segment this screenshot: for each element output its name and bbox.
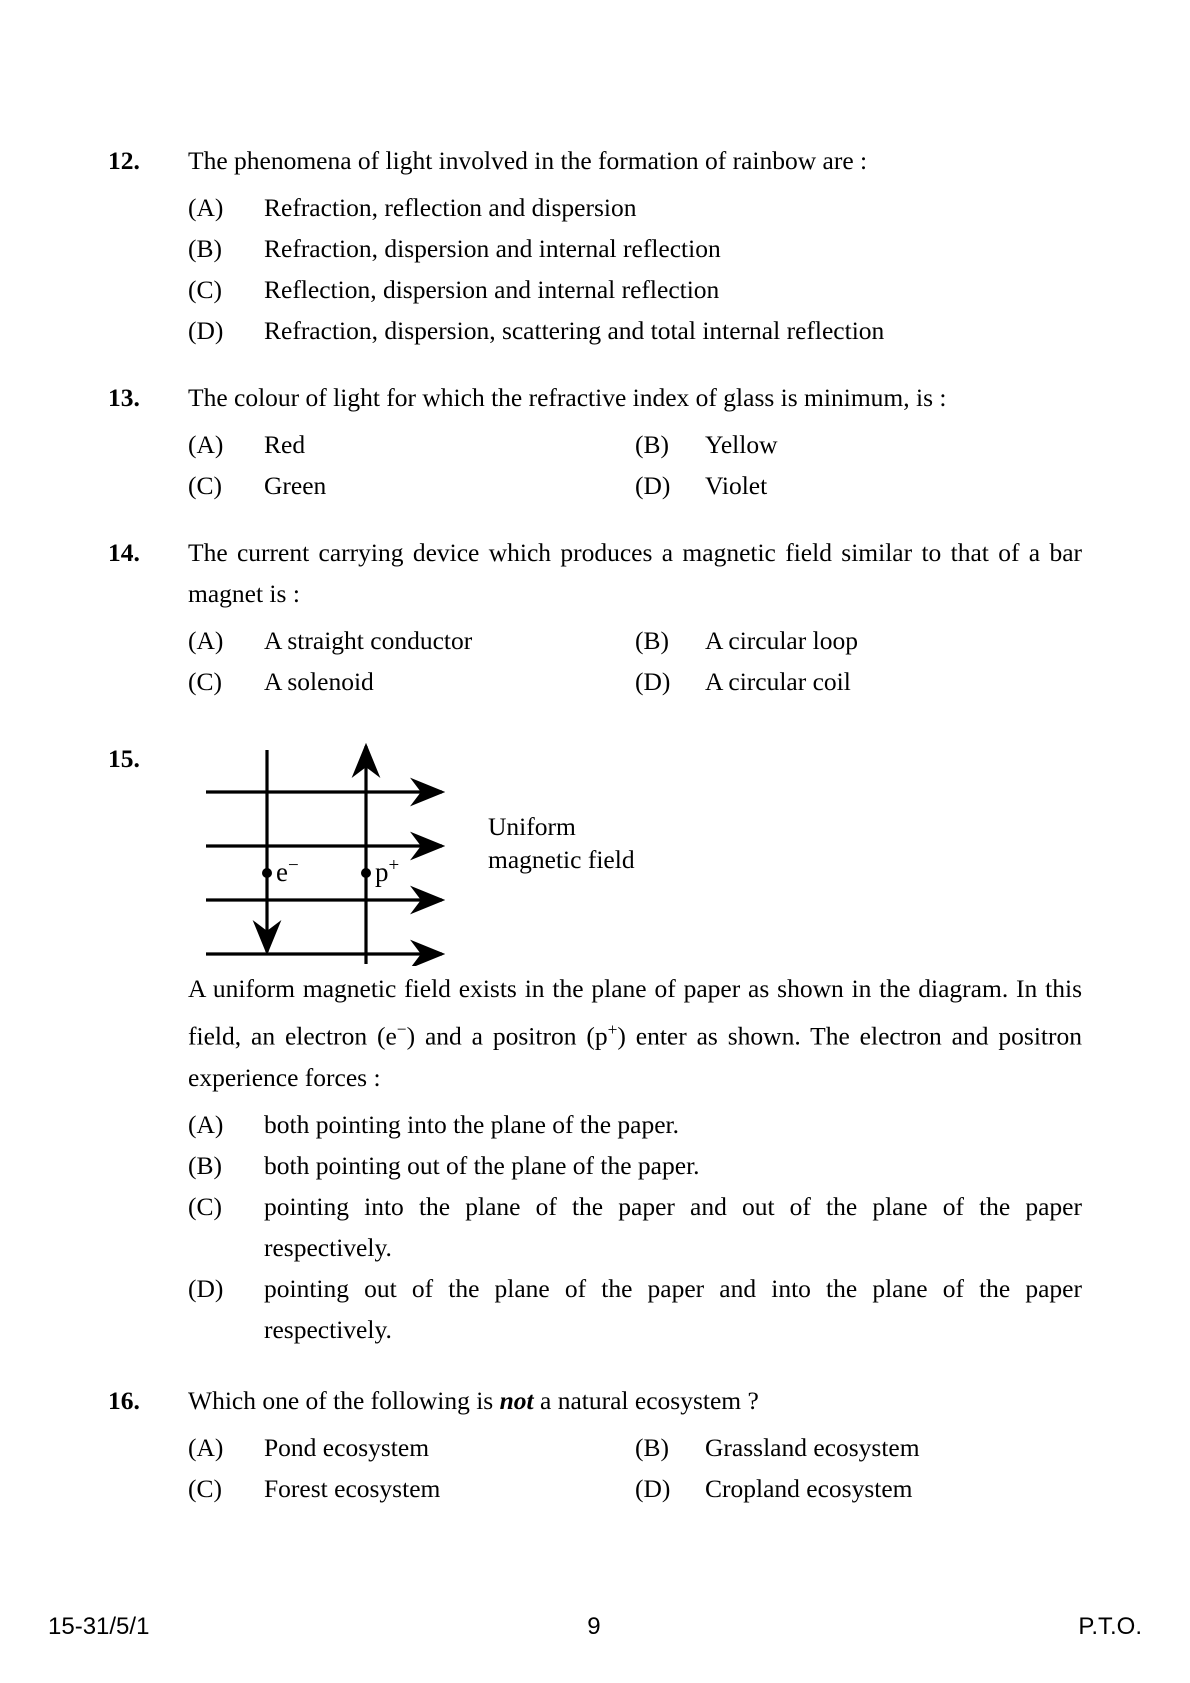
option-label: Forest ecosystem (264, 1473, 441, 1503)
option-tag: (A) (188, 430, 224, 459)
option-tag: (C) (188, 275, 222, 304)
option-c[interactable] (188, 661, 635, 702)
option-tag: (B) (635, 1432, 669, 1462)
option-tag: (D) (188, 316, 224, 345)
option-label: Red (264, 430, 306, 459)
option-row (188, 1268, 1082, 1350)
paragraph-part-2: ) and a positron (p (406, 1021, 608, 1051)
paragraph-part-3: ) enter as shown. The electron and positron experience forces : (188, 1021, 1082, 1092)
option-row (188, 1186, 1082, 1268)
option-label: A circular loop (705, 626, 858, 655)
option-b[interactable] (635, 620, 1082, 661)
option-b[interactable] (635, 424, 1082, 465)
option-label: both pointing out of the plane of the paper. (264, 1150, 700, 1180)
option-a[interactable] (188, 187, 1082, 228)
question-12 (108, 140, 1082, 351)
page-number: 9 (587, 1613, 601, 1640)
option-label: both pointing into the plane of the paper. (264, 1109, 679, 1139)
option-tag: (D) (635, 667, 671, 696)
option-tag: (D) (635, 471, 671, 500)
option-tag: (A) (188, 1432, 224, 1462)
question-stem: The phenomena of light involved in the formation of rainbow are : (188, 146, 868, 175)
question-13 (108, 377, 1082, 506)
electron-charge-sign: − (287, 855, 299, 876)
option-label: pointing out of the plane of the paper and into the plane of the paper respectively. (264, 1273, 1082, 1344)
option-tag: (C) (188, 1473, 222, 1503)
option-b[interactable] (635, 1427, 1082, 1468)
question-number: 13. (108, 383, 140, 412)
turn-over-note: P.T.O. (1078, 1613, 1142, 1640)
option-tag: (B) (188, 1150, 222, 1180)
positron-charge-sup: + (607, 1020, 618, 1039)
options-list (188, 1427, 1082, 1509)
option-label: A straight conductor (264, 626, 473, 655)
options-list (188, 620, 1082, 702)
option-label: A solenoid (264, 667, 374, 696)
option-label: Refraction, reflection and dispersion (264, 193, 637, 222)
option-row (188, 228, 1082, 269)
question-stem: The colour of light for which the refractive index of glass is minimum, is : (188, 383, 947, 412)
option-tag: (A) (188, 193, 224, 222)
figure-caption-line-2: magnetic field (488, 845, 635, 874)
uniform-magnetic-field-diagram (198, 736, 498, 966)
option-label: Refraction, dispersion, scattering and total internal reflection (264, 316, 885, 345)
option-row (188, 1427, 1082, 1468)
option-d[interactable] (188, 310, 1082, 351)
option-row (188, 465, 1082, 506)
option-row (188, 424, 1082, 465)
question-stem: The current carrying device which produces a magnetic field similar to that of a bar magnet is : (188, 538, 1082, 608)
option-d[interactable] (635, 1468, 1082, 1509)
option-tag: (D) (635, 1473, 671, 1503)
option-row (188, 1468, 1082, 1509)
option-a[interactable] (188, 1104, 1082, 1145)
option-label: Cropland ecosystem (705, 1473, 913, 1503)
option-a[interactable] (188, 424, 635, 465)
option-label: A circular coil (705, 667, 851, 696)
option-label: Grassland ecosystem (705, 1432, 920, 1462)
option-tag: (C) (188, 667, 222, 696)
figure-caption-line-1: Uniform (488, 812, 576, 841)
stem-part-after: a natural ecosystem ? (533, 1385, 759, 1415)
positron-charge-sign: + (388, 855, 400, 876)
positron-dot (361, 868, 371, 878)
question-number: 14. (108, 538, 140, 567)
option-row (188, 1145, 1082, 1186)
stem-part-before: Which one of the following is (188, 1385, 500, 1415)
stem-emphasis-not: not (499, 1385, 534, 1415)
option-row (188, 620, 1082, 661)
option-label: Green (264, 471, 327, 500)
option-row (188, 310, 1082, 351)
option-label: Reflection, dispersion and internal reflection (264, 275, 720, 304)
option-tag: (C) (188, 471, 222, 500)
option-tag: (A) (188, 1109, 224, 1139)
option-c[interactable] (188, 269, 1082, 310)
option-d[interactable] (635, 465, 1082, 506)
option-b[interactable] (188, 228, 1082, 269)
options-list (188, 1104, 1082, 1350)
electron-charge-sup: − (396, 1020, 407, 1039)
options-list (188, 424, 1082, 506)
option-tag: (A) (188, 626, 224, 655)
field-line-group (206, 792, 442, 954)
option-tag: (B) (635, 626, 669, 655)
option-row (188, 187, 1082, 228)
option-tag: (B) (635, 430, 669, 459)
options-list (188, 187, 1082, 351)
option-row (188, 269, 1082, 310)
page-footer (48, 1613, 1142, 1641)
paragraph-part-1: A uniform magnetic field exists in the plane of paper as shown in the diagram. In this field, an electron (e (188, 974, 1082, 1051)
paper-code: 15-31/5/1 (48, 1613, 150, 1640)
option-row (188, 1104, 1082, 1145)
electron-label: e− (276, 855, 299, 887)
option-tag: (C) (188, 1191, 222, 1221)
option-label: Pond ecosystem (264, 1432, 430, 1462)
question-number: 12. (108, 146, 140, 175)
option-label: Refraction, dispersion and internal reflection (264, 234, 721, 263)
question-stem (188, 1380, 1082, 1421)
option-label: pointing into the plane of the paper and out of the plane of the paper respectively. (264, 1191, 1082, 1262)
option-d[interactable] (635, 661, 1082, 702)
question-number: 15. (108, 744, 140, 773)
option-b[interactable] (188, 1145, 1082, 1186)
positron-label: p+ (375, 855, 400, 887)
option-label: Violet (705, 471, 768, 500)
option-a[interactable] (188, 620, 635, 661)
option-tag: (B) (188, 234, 222, 263)
option-row (188, 661, 1082, 702)
question-15 (108, 736, 1082, 1350)
magnetic-field-figure (188, 736, 1082, 968)
question-number: 16. (108, 1385, 140, 1415)
question-16 (108, 1380, 1082, 1509)
option-a[interactable] (188, 1427, 635, 1468)
question-14 (108, 532, 1082, 702)
option-tag: (D) (188, 1273, 224, 1303)
option-c[interactable] (188, 1468, 635, 1509)
figure-caption (488, 810, 635, 876)
option-label: Yellow (705, 430, 778, 459)
option-c[interactable] (188, 465, 635, 506)
question-15-paragraph (188, 968, 1082, 1098)
option-d[interactable] (188, 1268, 1082, 1350)
electron-dot (262, 868, 272, 878)
option-c[interactable] (188, 1186, 1082, 1268)
